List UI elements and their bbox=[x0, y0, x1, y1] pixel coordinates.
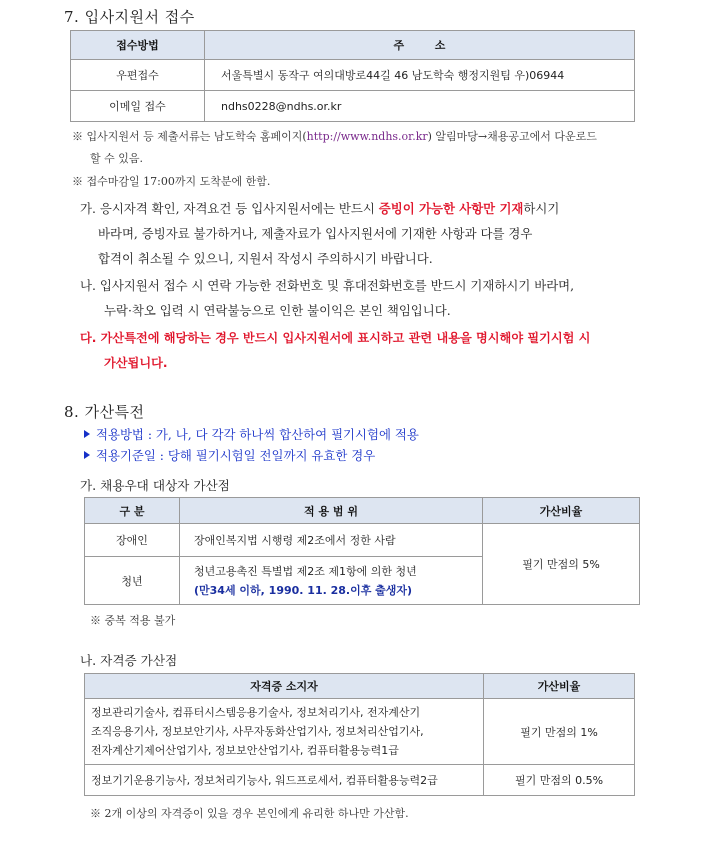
note-one-certificate: ※ 2개 이상의 자격증이 있을 경우 본인에게 유리한 하나만 가산함. bbox=[90, 807, 409, 820]
header-address: 주 소 bbox=[205, 31, 635, 60]
header-method: 접수방법 bbox=[71, 31, 205, 60]
paragraph-na: 나. 입사지원서 접수 시 연락 가능한 전화번호 및 휴대전화번호를 반드시 기재하시기 바라며, 누락·착오 입력 시 연락불능으로 인한 불이익은 본인 책임입니다. bbox=[80, 278, 575, 318]
section-7-title: 7. 입사지원서 접수 bbox=[64, 8, 195, 26]
bullet-criteria: 적용기준일 : 당해 필기시험일 전일까지 유효한 경우 bbox=[84, 446, 375, 464]
triangle-bullet-icon bbox=[84, 451, 90, 459]
preference-table bbox=[84, 497, 640, 605]
table-row: 장애인 장애인복지법 시행령 제2조에서 정한 사람 필기 만점의 5% bbox=[85, 524, 640, 557]
paragraph-ga: 가. 응시자격 확인, 자격요건 등 입사지원서에는 반드시 증빙이 가능한 사항만 기재하시기 바라며, 증빙자료 불가하거나, 제출자료가 입사지원서에 기재한 사항과 다를 경우 합격이 취소될 수 있으니, 지원서 작성시 주의하시기 바랍니다. bbox=[80, 201, 560, 266]
email-cell[interactable]: ndhs0228@ndhs.or.kr bbox=[205, 91, 635, 122]
bullet-method: 적용방법 : 가, 나, 다 각각 하나씩 합산하여 필기시험에 적용 bbox=[84, 425, 419, 443]
address-cell: 서울특별시 동작구 여의대방로44길 46 남도학숙 행정지원팀 우)06944 bbox=[205, 60, 635, 91]
triangle-bullet-icon bbox=[84, 430, 90, 438]
table-row bbox=[71, 91, 635, 122]
note-submission-docs-cont: 할 수 있음. bbox=[90, 152, 143, 165]
table-row bbox=[71, 60, 635, 91]
subsection-na-title: 나. 자격증 가산점 bbox=[80, 653, 178, 668]
emphasis-red: 증빙이 가능한 사항만 기재 bbox=[378, 201, 524, 216]
submission-table bbox=[70, 30, 635, 122]
header-category: 구 분 bbox=[85, 498, 180, 524]
table-row: 청년 청년고용촉진 특별법 제2조 제1항에 의한 청년 (만34세 이하, 1990. 11. 28.이후 출생자) bbox=[85, 557, 640, 605]
note-no-duplicate: ※ 중복 적용 불가 bbox=[90, 614, 176, 627]
note-submission-docs: ※ 입사지원서 등 제출서류는 남도학숙 홈페이지(http://www.ndhs.or.kr) 알림마당→채용공고에서 다운로드 bbox=[72, 130, 597, 143]
table-row: 정보기기운용기능사, 정보처리기능사, 워드프로세서, 컴퓨터활용능력2급 필기 만점의 0.5% bbox=[85, 765, 635, 796]
homepage-link[interactable]: http://www.ndhs.or.kr bbox=[306, 130, 428, 143]
section-8-title: 8. 가산특전 bbox=[64, 403, 145, 421]
method-cell: 우편접수 bbox=[71, 60, 205, 91]
header-rate: 가산비율 bbox=[483, 498, 640, 524]
subsection-ga-title: 가. 채용우대 대상자 가산점 bbox=[80, 478, 230, 493]
youth-age-condition: (만34세 이하, 1990. 11. 28.이후 출생자) bbox=[194, 583, 413, 597]
header-scope: 적 용 범 위 bbox=[180, 498, 483, 524]
method-cell: 이메일 접수 bbox=[71, 91, 205, 122]
certificate-table bbox=[84, 673, 635, 796]
note-deadline: ※ 접수마감일 17:00까지 도착분에 한함. bbox=[72, 175, 271, 188]
header-rate: 가산비율 bbox=[484, 674, 635, 699]
table-row: 정보관리기술사, 컴퓨터시스템응용기술사, 정보처리기사, 전자계산기 조직응용기사, 정보보안기사, 사무자동화산업기사, 정보처리산업기사, 전자계산기제어산업기사, 정보보안산업기사, 컴퓨터활용능력1급 필기 만점의 1% bbox=[85, 699, 635, 765]
rate-cell: 필기 만점의 5% bbox=[483, 524, 640, 605]
paragraph-da: 다. 가산특전에 해당하는 경우 반드시 입사지원서에 표시하고 관련 내용을 명시해야 필기시험 시 가산됩니다. bbox=[80, 331, 591, 370]
header-certificate: 자격증 소지자 bbox=[85, 674, 484, 699]
